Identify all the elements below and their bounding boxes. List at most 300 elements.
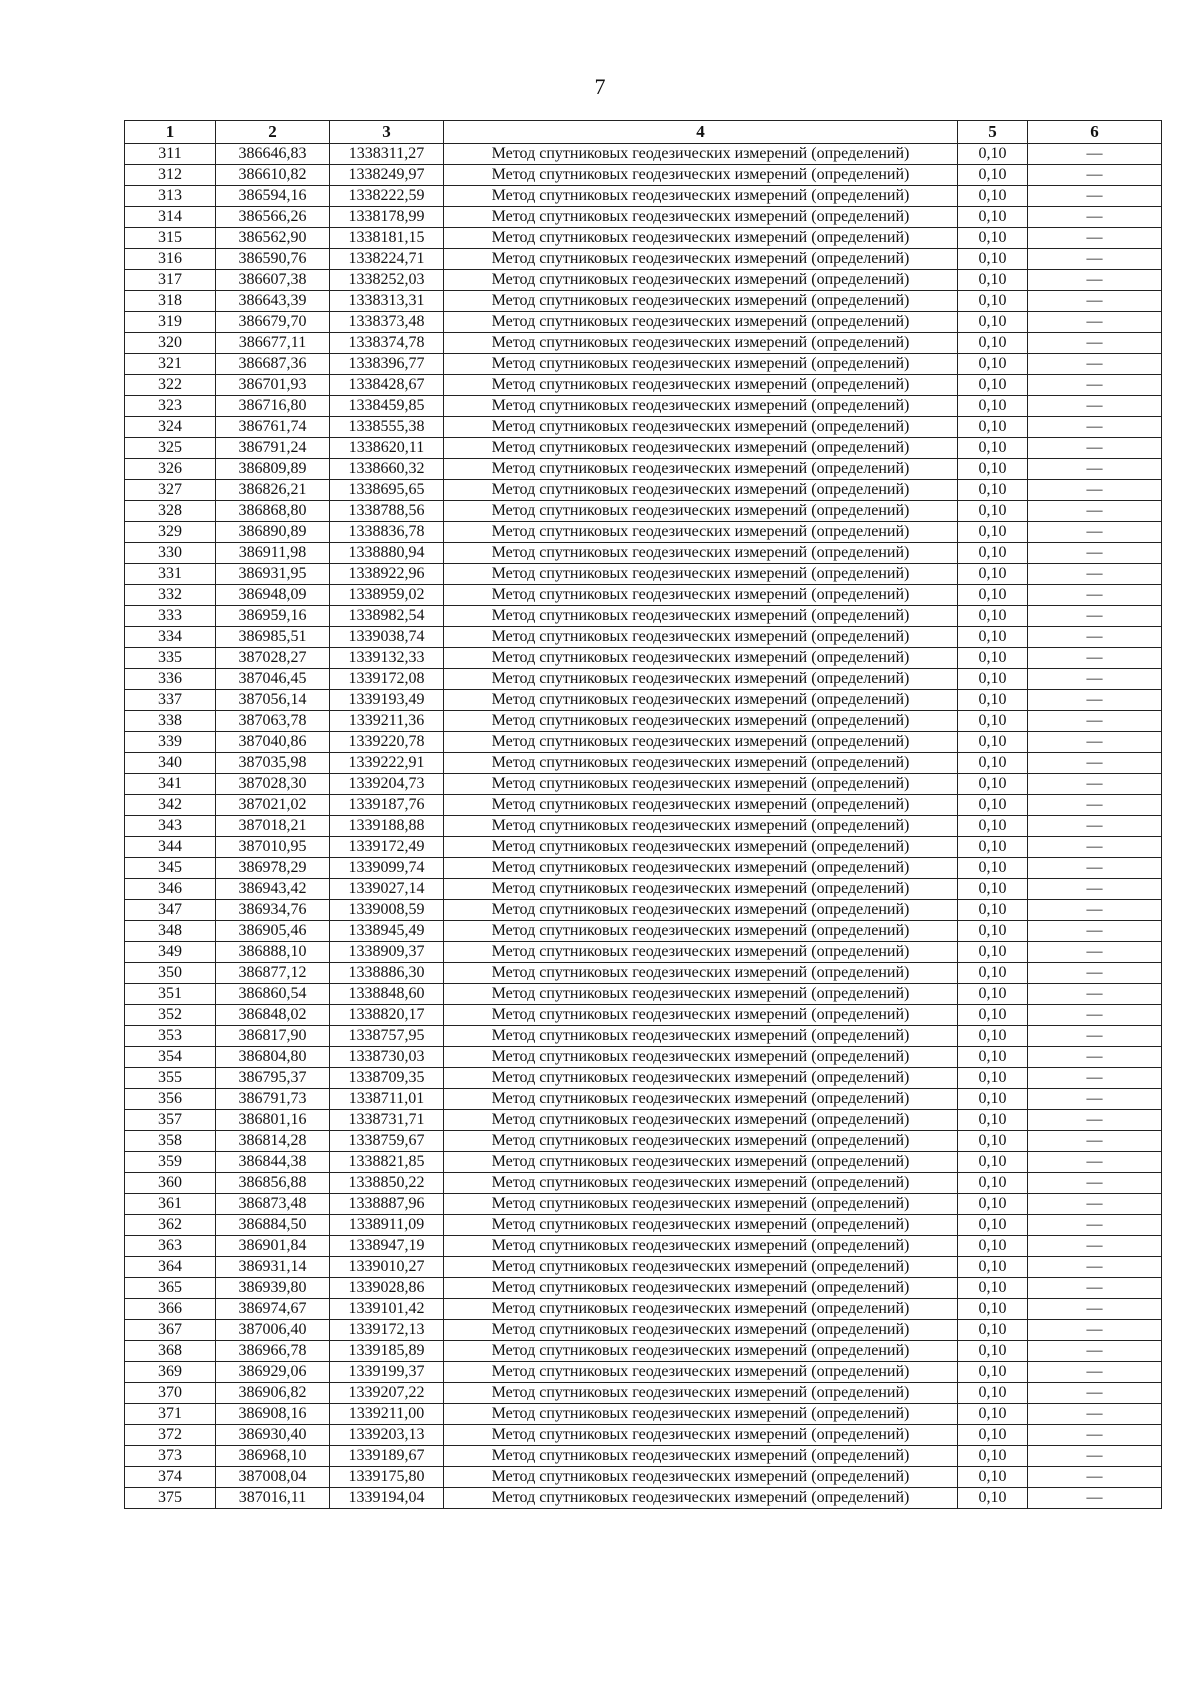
method-cell: Метод спутниковых геодезических измерений (определений) bbox=[444, 1362, 958, 1383]
x-coordinate-cell: 386716,80 bbox=[216, 396, 330, 417]
table-row bbox=[125, 480, 1162, 501]
point-number-cell: 374 bbox=[125, 1467, 216, 1488]
x-coordinate-cell: 387046,45 bbox=[216, 669, 330, 690]
y-coordinate-cell: 1339211,36 bbox=[330, 711, 444, 732]
method-cell: Метод спутниковых геодезических измерений (определений) bbox=[444, 375, 958, 396]
x-coordinate-cell: 387008,04 bbox=[216, 1467, 330, 1488]
table-row bbox=[125, 690, 1162, 711]
table-row bbox=[125, 375, 1162, 396]
method-cell: Метод спутниковых геодезических измерений (определений) bbox=[444, 165, 958, 186]
x-coordinate-cell: 386978,29 bbox=[216, 858, 330, 879]
note-cell: — bbox=[1028, 333, 1162, 354]
point-number-cell: 328 bbox=[125, 501, 216, 522]
table-row bbox=[125, 648, 1162, 669]
y-coordinate-cell: 1339211,00 bbox=[330, 1404, 444, 1425]
note-cell: — bbox=[1028, 942, 1162, 963]
method-cell: Метод спутниковых геодезических измерений (определений) bbox=[444, 1005, 958, 1026]
accuracy-cell: 0,10 bbox=[958, 291, 1028, 312]
table-row bbox=[125, 249, 1162, 270]
y-coordinate-cell: 1338788,56 bbox=[330, 501, 444, 522]
method-cell: Метод спутниковых геодезических измерений (определений) bbox=[444, 312, 958, 333]
table-row bbox=[125, 1425, 1162, 1446]
table-row bbox=[125, 228, 1162, 249]
method-cell: Метод спутниковых геодезических измерений (определений) bbox=[444, 837, 958, 858]
x-coordinate-cell: 387021,02 bbox=[216, 795, 330, 816]
point-number-cell: 348 bbox=[125, 921, 216, 942]
accuracy-cell: 0,10 bbox=[958, 795, 1028, 816]
x-coordinate-cell: 386795,37 bbox=[216, 1068, 330, 1089]
accuracy-cell: 0,10 bbox=[958, 984, 1028, 1005]
y-coordinate-cell: 1338947,19 bbox=[330, 1236, 444, 1257]
accuracy-cell: 0,10 bbox=[958, 1446, 1028, 1467]
x-coordinate-cell: 387035,98 bbox=[216, 753, 330, 774]
accuracy-cell: 0,10 bbox=[958, 690, 1028, 711]
x-coordinate-cell: 386679,70 bbox=[216, 312, 330, 333]
y-coordinate-cell: 1339199,37 bbox=[330, 1362, 444, 1383]
point-number-cell: 334 bbox=[125, 627, 216, 648]
table-row bbox=[125, 291, 1162, 312]
point-number-cell: 372 bbox=[125, 1425, 216, 1446]
note-cell: — bbox=[1028, 417, 1162, 438]
note-cell: — bbox=[1028, 1152, 1162, 1173]
coordinates-table bbox=[124, 120, 1162, 1509]
note-cell: — bbox=[1028, 1467, 1162, 1488]
accuracy-cell: 0,10 bbox=[958, 1383, 1028, 1404]
point-number-cell: 325 bbox=[125, 438, 216, 459]
method-cell: Метод спутниковых геодезических измерений (определений) bbox=[444, 144, 958, 165]
accuracy-cell: 0,10 bbox=[958, 648, 1028, 669]
method-cell: Метод спутниковых геодезических измерений (определений) bbox=[444, 438, 958, 459]
point-number-cell: 357 bbox=[125, 1110, 216, 1131]
y-coordinate-cell: 1338922,96 bbox=[330, 564, 444, 585]
y-coordinate-cell: 1338396,77 bbox=[330, 354, 444, 375]
method-cell: Метод спутниковых геодезических измерений (определений) bbox=[444, 1173, 958, 1194]
y-coordinate-cell: 1339175,80 bbox=[330, 1467, 444, 1488]
method-cell: Метод спутниковых геодезических измерений (определений) bbox=[444, 1236, 958, 1257]
method-cell: Метод спутниковых геодезических измерений (определений) bbox=[444, 186, 958, 207]
note-cell: — bbox=[1028, 585, 1162, 606]
accuracy-cell: 0,10 bbox=[958, 963, 1028, 984]
accuracy-cell: 0,10 bbox=[958, 837, 1028, 858]
point-number-cell: 345 bbox=[125, 858, 216, 879]
method-cell: Метод спутниковых геодезических измерений (определений) bbox=[444, 984, 958, 1005]
accuracy-cell: 0,10 bbox=[958, 1047, 1028, 1068]
x-coordinate-cell: 386985,51 bbox=[216, 627, 330, 648]
note-cell: — bbox=[1028, 291, 1162, 312]
accuracy-cell: 0,10 bbox=[958, 522, 1028, 543]
accuracy-cell: 0,10 bbox=[958, 1152, 1028, 1173]
point-number-cell: 353 bbox=[125, 1026, 216, 1047]
note-cell: — bbox=[1028, 1488, 1162, 1509]
method-cell: Метод спутниковых геодезических измерений (определений) bbox=[444, 753, 958, 774]
note-cell: — bbox=[1028, 1215, 1162, 1236]
x-coordinate-cell: 386877,12 bbox=[216, 963, 330, 984]
accuracy-cell: 0,10 bbox=[958, 1173, 1028, 1194]
table-row bbox=[125, 1383, 1162, 1404]
y-coordinate-cell: 1339099,74 bbox=[330, 858, 444, 879]
method-cell: Метод спутниковых геодезических измерений (определений) bbox=[444, 354, 958, 375]
point-number-cell: 369 bbox=[125, 1362, 216, 1383]
table-row bbox=[125, 186, 1162, 207]
y-coordinate-cell: 1339028,86 bbox=[330, 1278, 444, 1299]
x-coordinate-cell: 386868,80 bbox=[216, 501, 330, 522]
table-row bbox=[125, 1152, 1162, 1173]
accuracy-cell: 0,10 bbox=[958, 732, 1028, 753]
point-number-cell: 363 bbox=[125, 1236, 216, 1257]
table-row bbox=[125, 585, 1162, 606]
table-row bbox=[125, 438, 1162, 459]
x-coordinate-cell: 386677,11 bbox=[216, 333, 330, 354]
method-cell: Метод спутниковых геодезических измерений (определений) bbox=[444, 1257, 958, 1278]
accuracy-cell: 0,10 bbox=[958, 396, 1028, 417]
accuracy-cell: 0,10 bbox=[958, 1341, 1028, 1362]
accuracy-cell: 0,10 bbox=[958, 165, 1028, 186]
method-cell: Метод спутниковых геодезических измерений (определений) bbox=[444, 564, 958, 585]
point-number-cell: 331 bbox=[125, 564, 216, 585]
method-cell: Метод спутниковых геодезических измерений (определений) bbox=[444, 1152, 958, 1173]
accuracy-cell: 0,10 bbox=[958, 459, 1028, 480]
point-number-cell: 317 bbox=[125, 270, 216, 291]
accuracy-cell: 0,10 bbox=[958, 186, 1028, 207]
table-row bbox=[125, 1194, 1162, 1215]
y-coordinate-cell: 1338313,31 bbox=[330, 291, 444, 312]
note-cell: — bbox=[1028, 753, 1162, 774]
note-cell: — bbox=[1028, 837, 1162, 858]
method-cell: Метод спутниковых геодезических измерений (определений) bbox=[444, 1068, 958, 1089]
y-coordinate-cell: 1339132,33 bbox=[330, 648, 444, 669]
method-cell: Метод спутниковых геодезических измерений (определений) bbox=[444, 1341, 958, 1362]
x-coordinate-cell: 386848,02 bbox=[216, 1005, 330, 1026]
method-cell: Метод спутниковых геодезических измерений (определений) bbox=[444, 1299, 958, 1320]
accuracy-cell: 0,10 bbox=[958, 1215, 1028, 1236]
method-cell: Метод спутниковых геодезических измерений (определений) bbox=[444, 1131, 958, 1152]
point-number-cell: 311 bbox=[125, 144, 216, 165]
accuracy-cell: 0,10 bbox=[958, 774, 1028, 795]
note-cell: — bbox=[1028, 1320, 1162, 1341]
table-row bbox=[125, 1047, 1162, 1068]
accuracy-cell: 0,10 bbox=[958, 375, 1028, 396]
method-cell: Метод спутниковых геодезических измерений (определений) bbox=[444, 270, 958, 291]
point-number-cell: 321 bbox=[125, 354, 216, 375]
note-cell: — bbox=[1028, 249, 1162, 270]
x-coordinate-cell: 386901,84 bbox=[216, 1236, 330, 1257]
y-coordinate-cell: 1339010,27 bbox=[330, 1257, 444, 1278]
accuracy-cell: 0,10 bbox=[958, 1194, 1028, 1215]
x-coordinate-cell: 386888,10 bbox=[216, 942, 330, 963]
accuracy-cell: 0,10 bbox=[958, 333, 1028, 354]
point-number-cell: 322 bbox=[125, 375, 216, 396]
note-cell: — bbox=[1028, 1341, 1162, 1362]
table-row bbox=[125, 1299, 1162, 1320]
x-coordinate-cell: 387006,40 bbox=[216, 1320, 330, 1341]
table-row bbox=[125, 1257, 1162, 1278]
point-number-cell: 365 bbox=[125, 1278, 216, 1299]
table-row bbox=[125, 522, 1162, 543]
y-coordinate-cell: 1338945,49 bbox=[330, 921, 444, 942]
table-row bbox=[125, 879, 1162, 900]
x-coordinate-cell: 386791,24 bbox=[216, 438, 330, 459]
accuracy-cell: 0,10 bbox=[958, 879, 1028, 900]
table-row bbox=[125, 459, 1162, 480]
method-cell: Метод спутниковых геодезических измерений (определений) bbox=[444, 732, 958, 753]
y-coordinate-cell: 1338836,78 bbox=[330, 522, 444, 543]
table-row bbox=[125, 1320, 1162, 1341]
y-coordinate-cell: 1338850,22 bbox=[330, 1173, 444, 1194]
accuracy-cell: 0,10 bbox=[958, 1278, 1028, 1299]
x-coordinate-cell: 386948,09 bbox=[216, 585, 330, 606]
note-cell: — bbox=[1028, 1257, 1162, 1278]
table-row bbox=[125, 816, 1162, 837]
y-coordinate-cell: 1338909,37 bbox=[330, 942, 444, 963]
point-number-cell: 332 bbox=[125, 585, 216, 606]
point-number-cell: 315 bbox=[125, 228, 216, 249]
accuracy-cell: 0,10 bbox=[958, 1488, 1028, 1509]
accuracy-cell: 0,10 bbox=[958, 207, 1028, 228]
accuracy-cell: 0,10 bbox=[958, 1089, 1028, 1110]
method-cell: Метод спутниковых геодезических измерений (определений) bbox=[444, 900, 958, 921]
note-cell: — bbox=[1028, 270, 1162, 291]
point-number-cell: 333 bbox=[125, 606, 216, 627]
y-coordinate-cell: 1338459,85 bbox=[330, 396, 444, 417]
x-coordinate-cell: 387040,86 bbox=[216, 732, 330, 753]
y-coordinate-cell: 1339027,14 bbox=[330, 879, 444, 900]
x-coordinate-cell: 386908,16 bbox=[216, 1404, 330, 1425]
y-coordinate-cell: 1339172,49 bbox=[330, 837, 444, 858]
method-cell: Метод спутниковых геодезических измерений (определений) bbox=[444, 501, 958, 522]
method-cell: Метод спутниковых геодезических измерений (определений) bbox=[444, 1278, 958, 1299]
accuracy-cell: 0,10 bbox=[958, 249, 1028, 270]
method-cell: Метод спутниковых геодезических измерений (определений) bbox=[444, 543, 958, 564]
table-row bbox=[125, 858, 1162, 879]
note-cell: — bbox=[1028, 522, 1162, 543]
note-cell: — bbox=[1028, 186, 1162, 207]
table-header-row bbox=[125, 121, 1162, 144]
y-coordinate-cell: 1339172,13 bbox=[330, 1320, 444, 1341]
y-coordinate-cell: 1339187,76 bbox=[330, 795, 444, 816]
note-cell: — bbox=[1028, 543, 1162, 564]
y-coordinate-cell: 1338711,01 bbox=[330, 1089, 444, 1110]
x-coordinate-cell: 386968,10 bbox=[216, 1446, 330, 1467]
x-coordinate-cell: 386856,88 bbox=[216, 1173, 330, 1194]
x-coordinate-cell: 386610,82 bbox=[216, 165, 330, 186]
y-coordinate-cell: 1338373,48 bbox=[330, 312, 444, 333]
table-row bbox=[125, 354, 1162, 375]
y-coordinate-cell: 1339207,22 bbox=[330, 1383, 444, 1404]
x-coordinate-cell: 387018,21 bbox=[216, 816, 330, 837]
accuracy-cell: 0,10 bbox=[958, 858, 1028, 879]
point-number-cell: 335 bbox=[125, 648, 216, 669]
table-row bbox=[125, 963, 1162, 984]
accuracy-cell: 0,10 bbox=[958, 1404, 1028, 1425]
point-number-cell: 342 bbox=[125, 795, 216, 816]
method-cell: Метод спутниковых геодезических измерений (определений) bbox=[444, 1488, 958, 1509]
table-row bbox=[125, 837, 1162, 858]
point-number-cell: 319 bbox=[125, 312, 216, 333]
accuracy-cell: 0,10 bbox=[958, 1467, 1028, 1488]
table-row bbox=[125, 1236, 1162, 1257]
note-cell: — bbox=[1028, 1173, 1162, 1194]
x-coordinate-cell: 386873,48 bbox=[216, 1194, 330, 1215]
x-coordinate-cell: 386931,14 bbox=[216, 1257, 330, 1278]
note-cell: — bbox=[1028, 144, 1162, 165]
method-cell: Метод спутниковых геодезических измерений (определений) bbox=[444, 417, 958, 438]
x-coordinate-cell: 386814,28 bbox=[216, 1131, 330, 1152]
accuracy-cell: 0,10 bbox=[958, 816, 1028, 837]
x-coordinate-cell: 387010,95 bbox=[216, 837, 330, 858]
accuracy-cell: 0,10 bbox=[958, 1257, 1028, 1278]
y-coordinate-cell: 1338820,17 bbox=[330, 1005, 444, 1026]
point-number-cell: 343 bbox=[125, 816, 216, 837]
point-number-cell: 368 bbox=[125, 1341, 216, 1362]
accuracy-cell: 0,10 bbox=[958, 900, 1028, 921]
method-cell: Метод спутниковых геодезических измерений (определений) bbox=[444, 1047, 958, 1068]
accuracy-cell: 0,10 bbox=[958, 417, 1028, 438]
x-coordinate-cell: 386607,38 bbox=[216, 270, 330, 291]
note-cell: — bbox=[1028, 1089, 1162, 1110]
table-body bbox=[125, 144, 1162, 1509]
note-cell: — bbox=[1028, 1026, 1162, 1047]
y-coordinate-cell: 1338178,99 bbox=[330, 207, 444, 228]
x-coordinate-cell: 387056,14 bbox=[216, 690, 330, 711]
accuracy-cell: 0,10 bbox=[958, 1320, 1028, 1341]
y-coordinate-cell: 1338821,85 bbox=[330, 1152, 444, 1173]
y-coordinate-cell: 1339038,74 bbox=[330, 627, 444, 648]
point-number-cell: 320 bbox=[125, 333, 216, 354]
method-cell: Метод спутниковых геодезических измерений (определений) bbox=[444, 207, 958, 228]
table-row bbox=[125, 1278, 1162, 1299]
point-number-cell: 371 bbox=[125, 1404, 216, 1425]
table-row bbox=[125, 543, 1162, 564]
method-cell: Метод спутниковых геодезических измерений (определений) bbox=[444, 1110, 958, 1131]
y-coordinate-cell: 1339008,59 bbox=[330, 900, 444, 921]
point-number-cell: 367 bbox=[125, 1320, 216, 1341]
method-cell: Метод спутниковых геодезических измерений (определений) bbox=[444, 1425, 958, 1446]
accuracy-cell: 0,10 bbox=[958, 669, 1028, 690]
column-header-3: 3 bbox=[330, 121, 444, 144]
method-cell: Метод спутниковых геодезических измерений (определений) bbox=[444, 711, 958, 732]
method-cell: Метод спутниковых геодезических измерений (определений) bbox=[444, 228, 958, 249]
y-coordinate-cell: 1339193,49 bbox=[330, 690, 444, 711]
table-row bbox=[125, 1005, 1162, 1026]
table-row bbox=[125, 669, 1162, 690]
table-row bbox=[125, 1488, 1162, 1509]
point-number-cell: 373 bbox=[125, 1446, 216, 1467]
x-coordinate-cell: 387016,11 bbox=[216, 1488, 330, 1509]
y-coordinate-cell: 1338757,95 bbox=[330, 1026, 444, 1047]
y-coordinate-cell: 1338887,96 bbox=[330, 1194, 444, 1215]
table-row bbox=[125, 207, 1162, 228]
table-row bbox=[125, 606, 1162, 627]
note-cell: — bbox=[1028, 858, 1162, 879]
note-cell: — bbox=[1028, 1005, 1162, 1026]
x-coordinate-cell: 386804,80 bbox=[216, 1047, 330, 1068]
x-coordinate-cell: 386911,98 bbox=[216, 543, 330, 564]
note-cell: — bbox=[1028, 774, 1162, 795]
accuracy-cell: 0,10 bbox=[958, 942, 1028, 963]
method-cell: Метод спутниковых геодезических измерений (определений) bbox=[444, 879, 958, 900]
point-number-cell: 336 bbox=[125, 669, 216, 690]
table-row bbox=[125, 417, 1162, 438]
accuracy-cell: 0,10 bbox=[958, 1362, 1028, 1383]
note-cell: — bbox=[1028, 1383, 1162, 1404]
method-cell: Метод спутниковых геодезических измерений (определений) bbox=[444, 396, 958, 417]
note-cell: — bbox=[1028, 228, 1162, 249]
point-number-cell: 356 bbox=[125, 1089, 216, 1110]
point-number-cell: 341 bbox=[125, 774, 216, 795]
y-coordinate-cell: 1339204,73 bbox=[330, 774, 444, 795]
method-cell: Метод спутниковых геодезических измерений (определений) bbox=[444, 921, 958, 942]
x-coordinate-cell: 386791,73 bbox=[216, 1089, 330, 1110]
method-cell: Метод спутниковых геодезических измерений (определений) bbox=[444, 795, 958, 816]
method-cell: Метод спутниковых геодезических измерений (определений) bbox=[444, 669, 958, 690]
x-coordinate-cell: 386906,82 bbox=[216, 1383, 330, 1404]
table-row bbox=[125, 627, 1162, 648]
y-coordinate-cell: 1338224,71 bbox=[330, 249, 444, 270]
y-coordinate-cell: 1338374,78 bbox=[330, 333, 444, 354]
y-coordinate-cell: 1338555,38 bbox=[330, 417, 444, 438]
table-row bbox=[125, 900, 1162, 921]
note-cell: — bbox=[1028, 816, 1162, 837]
method-cell: Метод спутниковых геодезических измерений (определений) bbox=[444, 1446, 958, 1467]
note-cell: — bbox=[1028, 1404, 1162, 1425]
note-cell: — bbox=[1028, 480, 1162, 501]
y-coordinate-cell: 1339101,42 bbox=[330, 1299, 444, 1320]
note-cell: — bbox=[1028, 207, 1162, 228]
y-coordinate-cell: 1338959,02 bbox=[330, 585, 444, 606]
method-cell: Метод спутниковых геодезических измерений (определений) bbox=[444, 522, 958, 543]
note-cell: — bbox=[1028, 564, 1162, 585]
point-number-cell: 351 bbox=[125, 984, 216, 1005]
x-coordinate-cell: 386809,89 bbox=[216, 459, 330, 480]
method-cell: Метод спутниковых геодезических измерений (определений) bbox=[444, 1467, 958, 1488]
x-coordinate-cell: 386701,93 bbox=[216, 375, 330, 396]
point-number-cell: 364 bbox=[125, 1257, 216, 1278]
table-row bbox=[125, 1362, 1162, 1383]
x-coordinate-cell: 386884,50 bbox=[216, 1215, 330, 1236]
table-row bbox=[125, 312, 1162, 333]
method-cell: Метод спутниковых геодезических измерений (определений) bbox=[444, 1383, 958, 1404]
table-row bbox=[125, 921, 1162, 942]
table-row bbox=[125, 1068, 1162, 1089]
point-number-cell: 323 bbox=[125, 396, 216, 417]
note-cell: — bbox=[1028, 627, 1162, 648]
point-number-cell: 361 bbox=[125, 1194, 216, 1215]
point-number-cell: 344 bbox=[125, 837, 216, 858]
x-coordinate-cell: 386939,80 bbox=[216, 1278, 330, 1299]
point-number-cell: 316 bbox=[125, 249, 216, 270]
method-cell: Метод спутниковых геодезических измерений (определений) bbox=[444, 606, 958, 627]
x-coordinate-cell: 386860,54 bbox=[216, 984, 330, 1005]
column-header-6: 6 bbox=[1028, 121, 1162, 144]
method-cell: Метод спутниковых геодезических измерений (определений) bbox=[444, 1404, 958, 1425]
y-coordinate-cell: 1338222,59 bbox=[330, 186, 444, 207]
y-coordinate-cell: 1339188,88 bbox=[330, 816, 444, 837]
note-cell: — bbox=[1028, 648, 1162, 669]
x-coordinate-cell: 386590,76 bbox=[216, 249, 330, 270]
note-cell: — bbox=[1028, 354, 1162, 375]
table-row bbox=[125, 1215, 1162, 1236]
point-number-cell: 355 bbox=[125, 1068, 216, 1089]
method-cell: Метод спутниковых геодезических измерений (определений) bbox=[444, 690, 958, 711]
y-coordinate-cell: 1338620,11 bbox=[330, 438, 444, 459]
y-coordinate-cell: 1338311,27 bbox=[330, 144, 444, 165]
table-row bbox=[125, 564, 1162, 585]
point-number-cell: 347 bbox=[125, 900, 216, 921]
method-cell: Метод спутниковых геодезических измерений (определений) bbox=[444, 1215, 958, 1236]
note-cell: — bbox=[1028, 1236, 1162, 1257]
accuracy-cell: 0,10 bbox=[958, 312, 1028, 333]
y-coordinate-cell: 1338695,65 bbox=[330, 480, 444, 501]
